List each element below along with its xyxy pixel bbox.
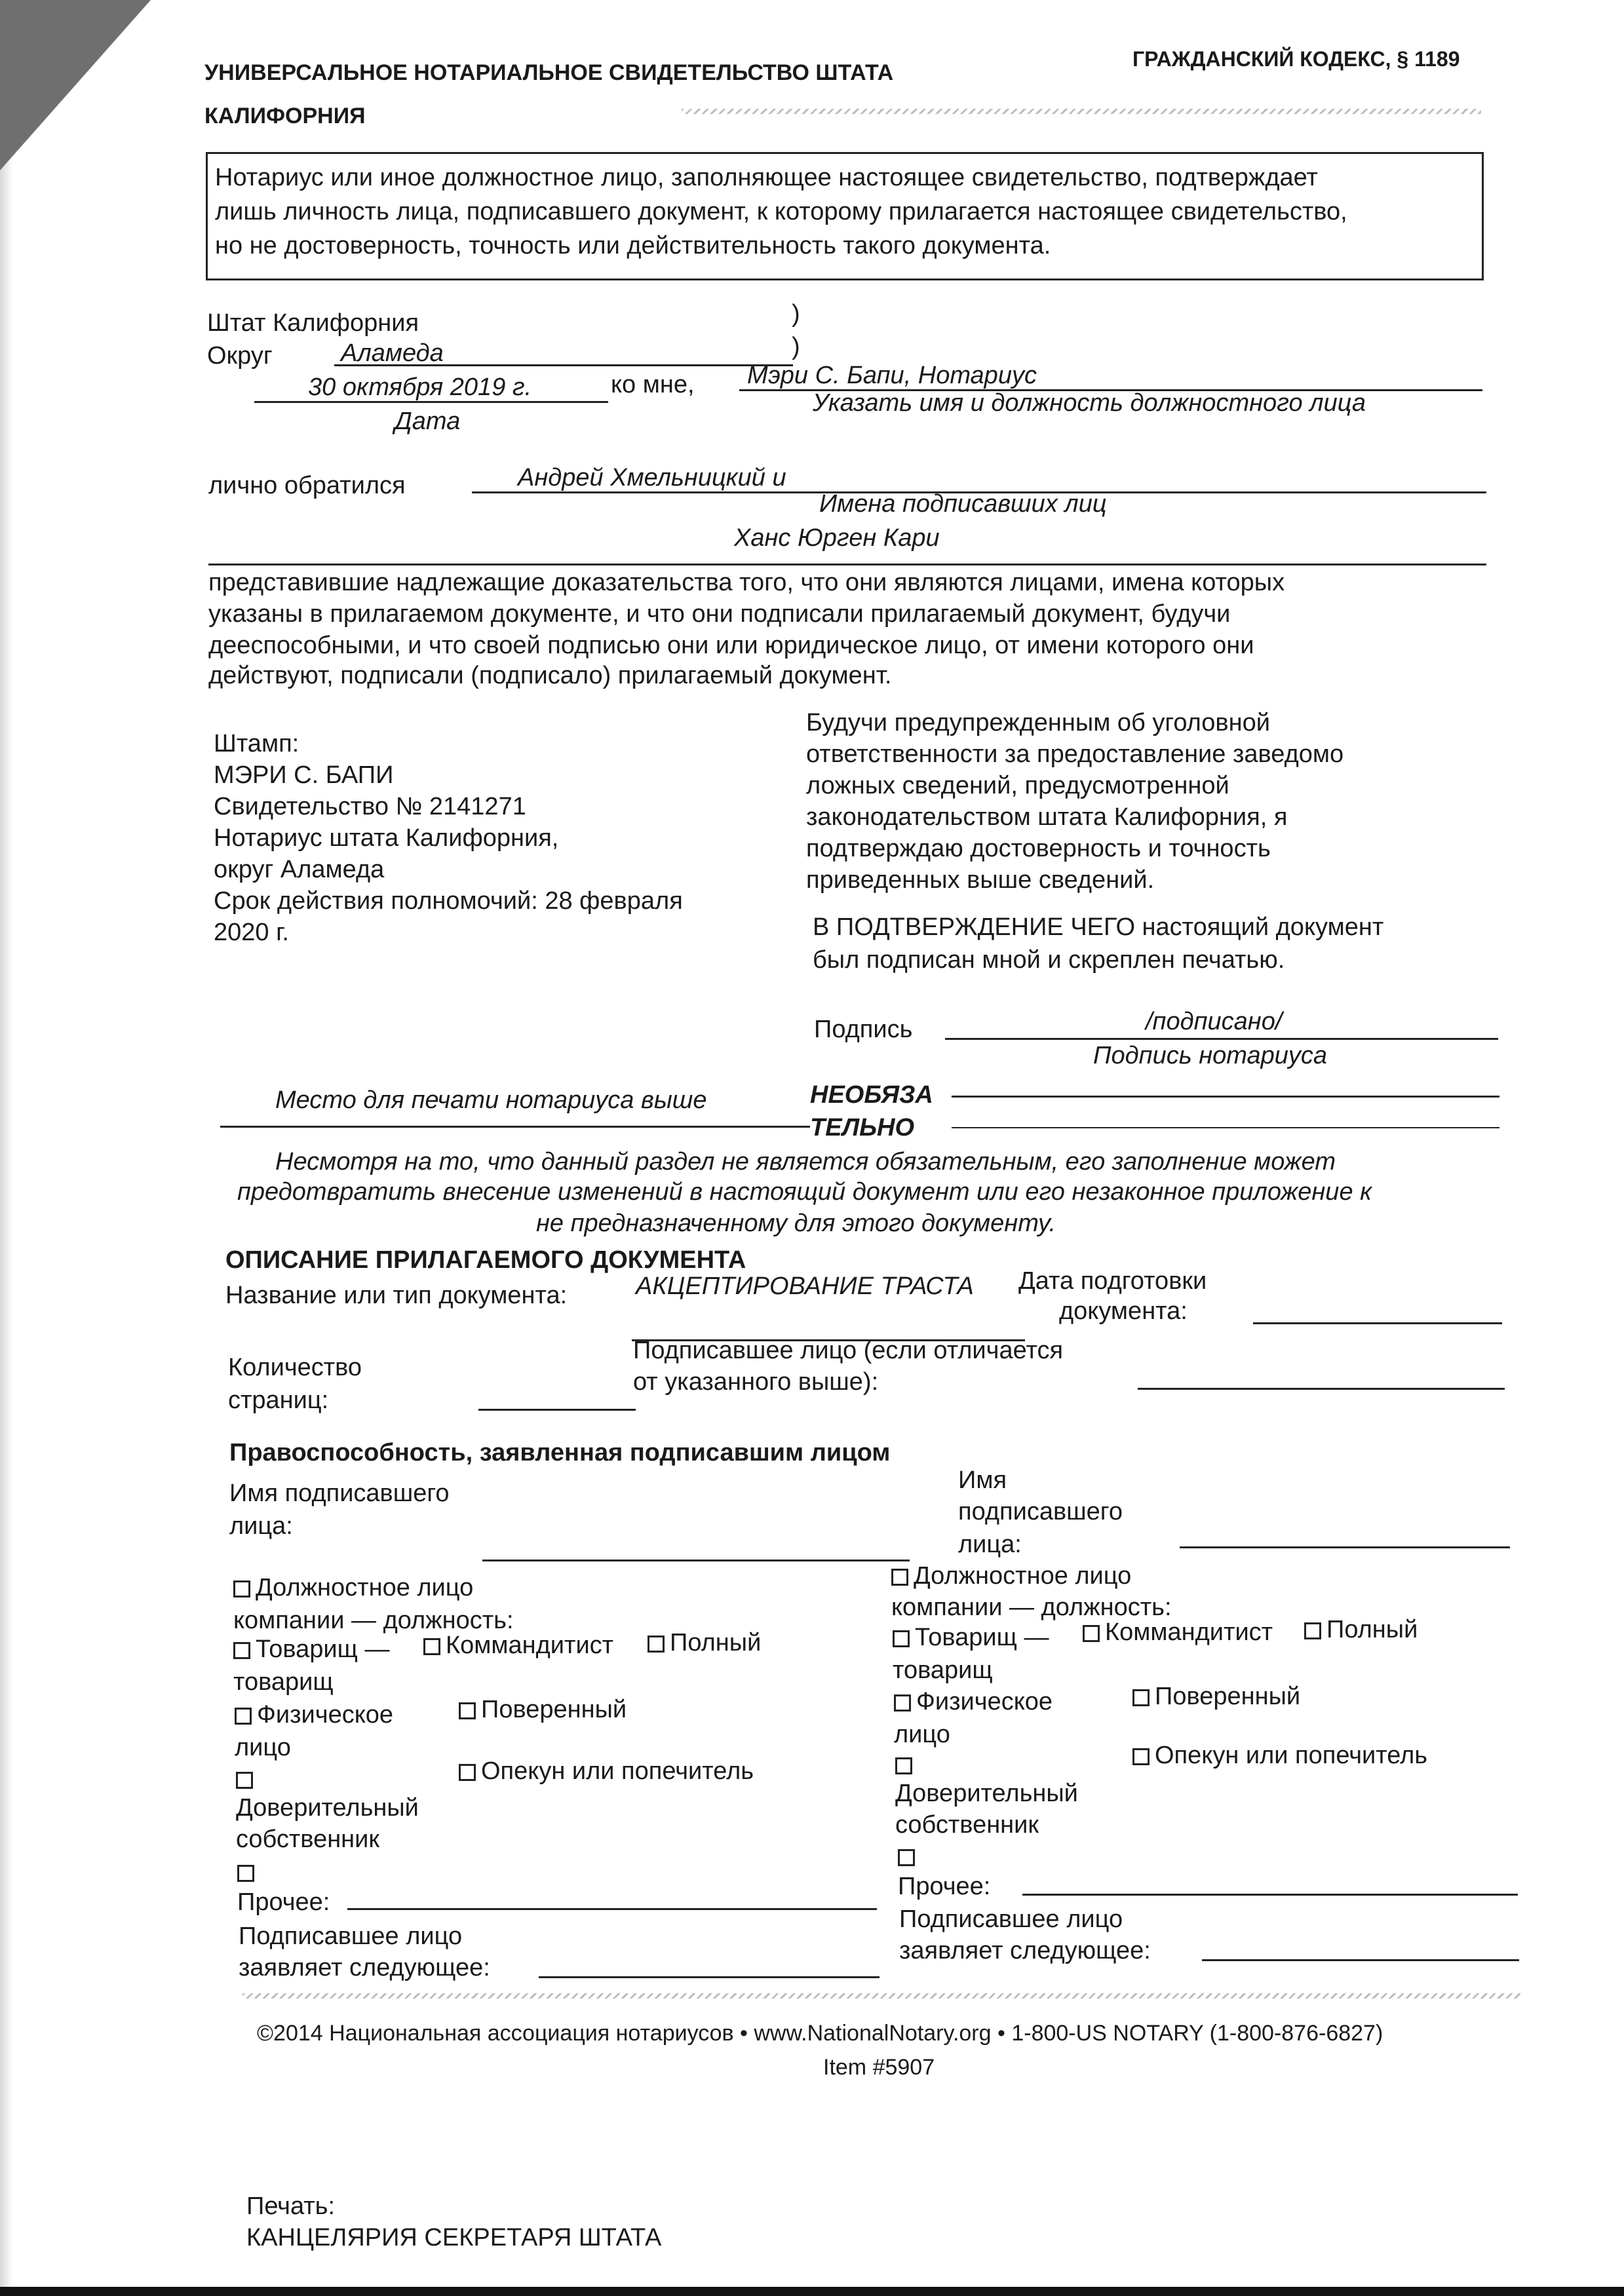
left-individual-label2: лицо [235,1734,291,1761]
disclaimer-line1: Нотариус или иное должностное лицо, заполняющее настоящее свидетельство, подтверждает [215,164,1318,191]
document-title-label: Название или тип документа: [225,1282,568,1309]
signer2-line [208,564,1486,565]
right-signer-name-label1: Имя [958,1466,1007,1494]
right-general-option[interactable] [1304,1615,1418,1646]
left-attorney-option[interactable] [459,1694,627,1726]
right-attorney-option[interactable] [1132,1681,1300,1713]
left-limited-checkbox[interactable] [423,1638,440,1655]
scan-edge-shadow [0,0,13,2296]
optional-line-2 [952,1127,1499,1128]
left-officer-option[interactable] [233,1573,473,1604]
county-value: Аламеда [341,339,444,367]
right-attorney-checkbox[interactable] [1132,1689,1150,1706]
right-other-label: Прочее: [898,1873,991,1900]
signature-label: Подпись [814,1016,913,1043]
seal-note-value: КАНЦЕЛЯРИЯ СЕКРЕТАРЯ ШТАТА [246,2224,662,2251]
signature-value: /подписано/ [1146,1008,1283,1035]
description-heading: ОПИСАНИЕ ПРИЛАГАЕМОГО ДОКУМЕНТА [225,1246,746,1274]
left-individual-label1: Физическое [257,1701,394,1729]
document-date-field[interactable] [1253,1322,1502,1324]
witness-line2: был подписан мной и скреплен печатью. [813,946,1285,974]
left-general-label2: товарищ [233,1668,334,1696]
left-trustee-option[interactable] [236,1764,258,1795]
left-other-checkbox[interactable] [237,1865,254,1882]
stamp-label: Штамп: [214,730,300,757]
left-individual-option[interactable] [235,1700,393,1731]
stamp-expiry-line2: 2020 г. [214,919,289,946]
officer-value: Мэри С. Бапи, Нотариус [747,362,1037,389]
right-trustee-label1: Доверительный [895,1780,1078,1807]
disclaimer-line2: лишь личность лица, подписавшего документ, к которому прилагается настоящее свидетельство, [215,198,1347,225]
certification-line4: действуют, подписали (подписало) прилагаемый документ. [208,662,892,689]
date-value: 30 октября 2019 г. [308,373,532,401]
other-signer-field[interactable] [1138,1388,1505,1390]
right-represent-field[interactable] [1202,1959,1519,1961]
document-title-value: АКЦЕПТИРОВАНИЕ ТРАСТА [636,1272,974,1300]
left-other-field[interactable] [347,1908,877,1910]
left-trustee-label2: собственник [236,1826,380,1853]
perjury-line5: подтверждаю достоверность и точность [806,835,1271,862]
seal-place-caption: Место для печати нотариуса выше [275,1086,707,1114]
perjury-line1: Будучи предупрежденным об уголовной [806,709,1270,737]
right-represent-label1: Подписавшее лицо [899,1905,1123,1933]
state-label: Штат Калифорния [207,309,419,337]
left-other-option[interactable] [237,1857,260,1888]
optional-label-2: ТЕЛЬНО [810,1114,915,1141]
left-attorney-label: Поверенный [481,1696,627,1723]
perjury-line4: законодательством штата Калифорния, я [806,803,1288,831]
perjury-line2: ответственности за предоставление заведомо [806,740,1344,768]
stamp-expiry-line1: Срок действия полномочий: 28 февраля [214,887,683,915]
left-partner-checkbox[interactable] [233,1642,250,1659]
right-guardian-label: Опекун или попечитель [1155,1742,1428,1769]
right-other-option[interactable] [898,1841,920,1873]
footer-copyright: ©2014 Национальная ассоциация нотариусов • www.NationalNotary.org • 1-800-US NOTARY (1-800-876-6827) [257,2021,1383,2046]
right-individual-checkbox[interactable] [894,1694,911,1712]
right-officer-option[interactable] [891,1561,1131,1592]
other-signer-label2: от указанного выше): [633,1368,879,1396]
right-trustee-option[interactable] [895,1750,918,1781]
left-signer-name-label2: лица: [229,1512,293,1540]
right-signer-name-field[interactable] [1180,1546,1510,1548]
left-guardian-checkbox[interactable] [459,1764,476,1781]
left-guardian-label: Опекун или попечитель [481,1757,754,1785]
right-limited-option[interactable] [1083,1617,1273,1649]
optional-note-line1: Несмотря на то, что данный раздел не является обязательным, его заполнение может [275,1148,1336,1176]
civil-code-reference: ГРАЖДАНСКИЙ КОДЕКС, § 1189 [1132,47,1460,71]
left-guardian-option[interactable] [459,1756,754,1788]
right-officer-label1: Должностное лицо [914,1562,1132,1590]
signature-line [945,1038,1498,1040]
right-general-label2: товарищ [893,1656,993,1684]
left-other-label: Прочее: [237,1888,330,1916]
left-trustee-checkbox[interactable] [236,1772,253,1789]
right-signer-name-label3: лица: [958,1531,1022,1558]
other-signer-label1: Подписавшее лицо (если отличается [633,1337,1064,1364]
right-partner-checkbox[interactable] [893,1630,910,1647]
right-partner-option[interactable] [893,1622,1049,1654]
right-partner-label: Товарищ — [915,1624,1049,1651]
signature-caption: Подпись нотариуса [1093,1042,1328,1069]
signers-caption: Имена подписавших лиц [819,490,1107,518]
pages-label1: Количество [228,1354,362,1381]
venue-paren-1: ) [792,300,800,328]
right-officer-checkbox[interactable] [891,1569,908,1586]
left-officer-label1: Должностное лицо [256,1574,474,1601]
right-general-checkbox[interactable] [1304,1622,1321,1639]
left-represent-field[interactable] [539,1976,880,1978]
left-signer-name-field[interactable] [482,1559,910,1561]
signer1-value: Андрей Хмельницкий и [518,464,786,491]
footer-item-number: Item #5907 [823,2055,935,2080]
disclaimer-line3: но не достоверность, точность или действительность такого документа. [215,232,1051,259]
folded-corner [0,0,151,170]
left-officer-checkbox[interactable] [233,1580,250,1598]
capacity-heading: Правоспособность, заявленная подписавшим лицом [229,1439,891,1466]
stamp-cert-number: Свидетельство № 2141271 [214,793,526,820]
certification-line1: представившие надлежащие доказательства того, что они являются лицами, имена которых [208,569,1285,596]
form-title-line2: КАЛИФОРНИЯ [204,104,366,128]
date-caption: Дата [395,408,461,435]
form-title-line1: УНИВЕРСАЛЬНОЕ НОТАРИАЛЬНОЕ СВИДЕТЕЛЬСТВО ШТАТА [204,60,894,85]
left-partner-option[interactable] [233,1634,389,1666]
seal-place-line [220,1126,810,1128]
personally-appeared-label: лично обратился [208,472,406,499]
right-individual-label1: Физическое [916,1688,1053,1715]
right-individual-label2: лицо [894,1721,950,1748]
stamp-notary: Нотариус штата Калифорния, [214,824,559,852]
right-officer-label2: компании — должность: [891,1594,1172,1621]
right-guardian-option[interactable] [1132,1740,1427,1772]
right-individual-option[interactable] [894,1687,1053,1718]
left-limited-label: Коммандитист [446,1632,614,1659]
signer2-value: Ханс Юрген Кари [734,524,940,552]
right-represent-label2: заявляет следующее: [899,1937,1151,1964]
certification-line3: дееспособными, и что своей подписью они или юридическое лицо, от имени которого они [208,632,1254,659]
left-individual-checkbox[interactable] [235,1708,252,1725]
venue-paren-2: ) [792,333,800,360]
left-officer-label2: компании — должность: [233,1607,514,1634]
before-me-label: ко мне, [611,371,695,398]
footer-divider [242,1993,1520,1999]
seal-note-label: Печать: [246,2192,336,2220]
certification-line2: указаны в прилагаемом документе, и что они подписали прилагаемый документ, будучи [208,600,1231,628]
right-signer-name-label2: подписавшего [958,1498,1123,1525]
left-signer-name-label1: Имя подписавшего [229,1480,450,1507]
pages-field[interactable] [478,1409,636,1411]
right-other-checkbox[interactable] [898,1849,915,1866]
right-limited-label: Коммандитист [1105,1618,1273,1646]
stamp-county: округ Аламеда [214,856,385,883]
optional-note-line3: не предназначенному для этого документу. [536,1210,1056,1237]
header-divider [682,109,1481,114]
officer-caption: Указать имя и должность должностного лица [813,389,1366,417]
county-label: Округ [207,342,273,370]
right-guardian-checkbox[interactable] [1132,1748,1150,1765]
perjury-line3: ложных сведений, предусмотренной [806,772,1229,799]
right-trustee-checkbox[interactable] [895,1757,912,1774]
optional-note-line2: предотвратить внесение изменений в настоящий документ или его незаконное приложение к [237,1178,1372,1206]
date-line [254,401,608,403]
left-general-checkbox[interactable] [648,1636,665,1653]
right-general-label: Полный [1326,1616,1418,1643]
left-partner-label: Товарищ — [256,1636,390,1663]
left-limited-option[interactable] [423,1630,613,1662]
witness-line1: В ПОДТВЕРЖДЕНИЕ ЧЕГО настоящий документ [813,913,1384,941]
county-line [334,364,793,366]
right-trustee-label2: собственник [895,1811,1039,1839]
right-limited-checkbox[interactable] [1083,1625,1100,1642]
left-general-label: Полный [670,1629,762,1656]
optional-line-1 [952,1096,1499,1098]
left-represent-label1: Подписавшее лицо [239,1923,463,1950]
stamp-name: МЭРИ С. БАПИ [214,761,394,789]
document-date-label2: документа: [1059,1297,1188,1325]
left-general-option[interactable] [648,1628,761,1659]
scan-bottom-edge [0,2287,1624,2296]
left-attorney-checkbox[interactable] [459,1702,476,1719]
left-represent-label2: заявляет следующее: [239,1954,490,1981]
perjury-line6: приведенных выше сведений. [806,866,1155,894]
document-date-label1: Дата подготовки [1018,1267,1207,1295]
pages-label2: страниц: [228,1387,329,1414]
right-other-field[interactable] [1022,1894,1518,1896]
right-attorney-label: Поверенный [1155,1683,1301,1710]
optional-label-1: НЕОБЯЗА [810,1081,933,1109]
left-trustee-label1: Доверительный [236,1794,419,1822]
